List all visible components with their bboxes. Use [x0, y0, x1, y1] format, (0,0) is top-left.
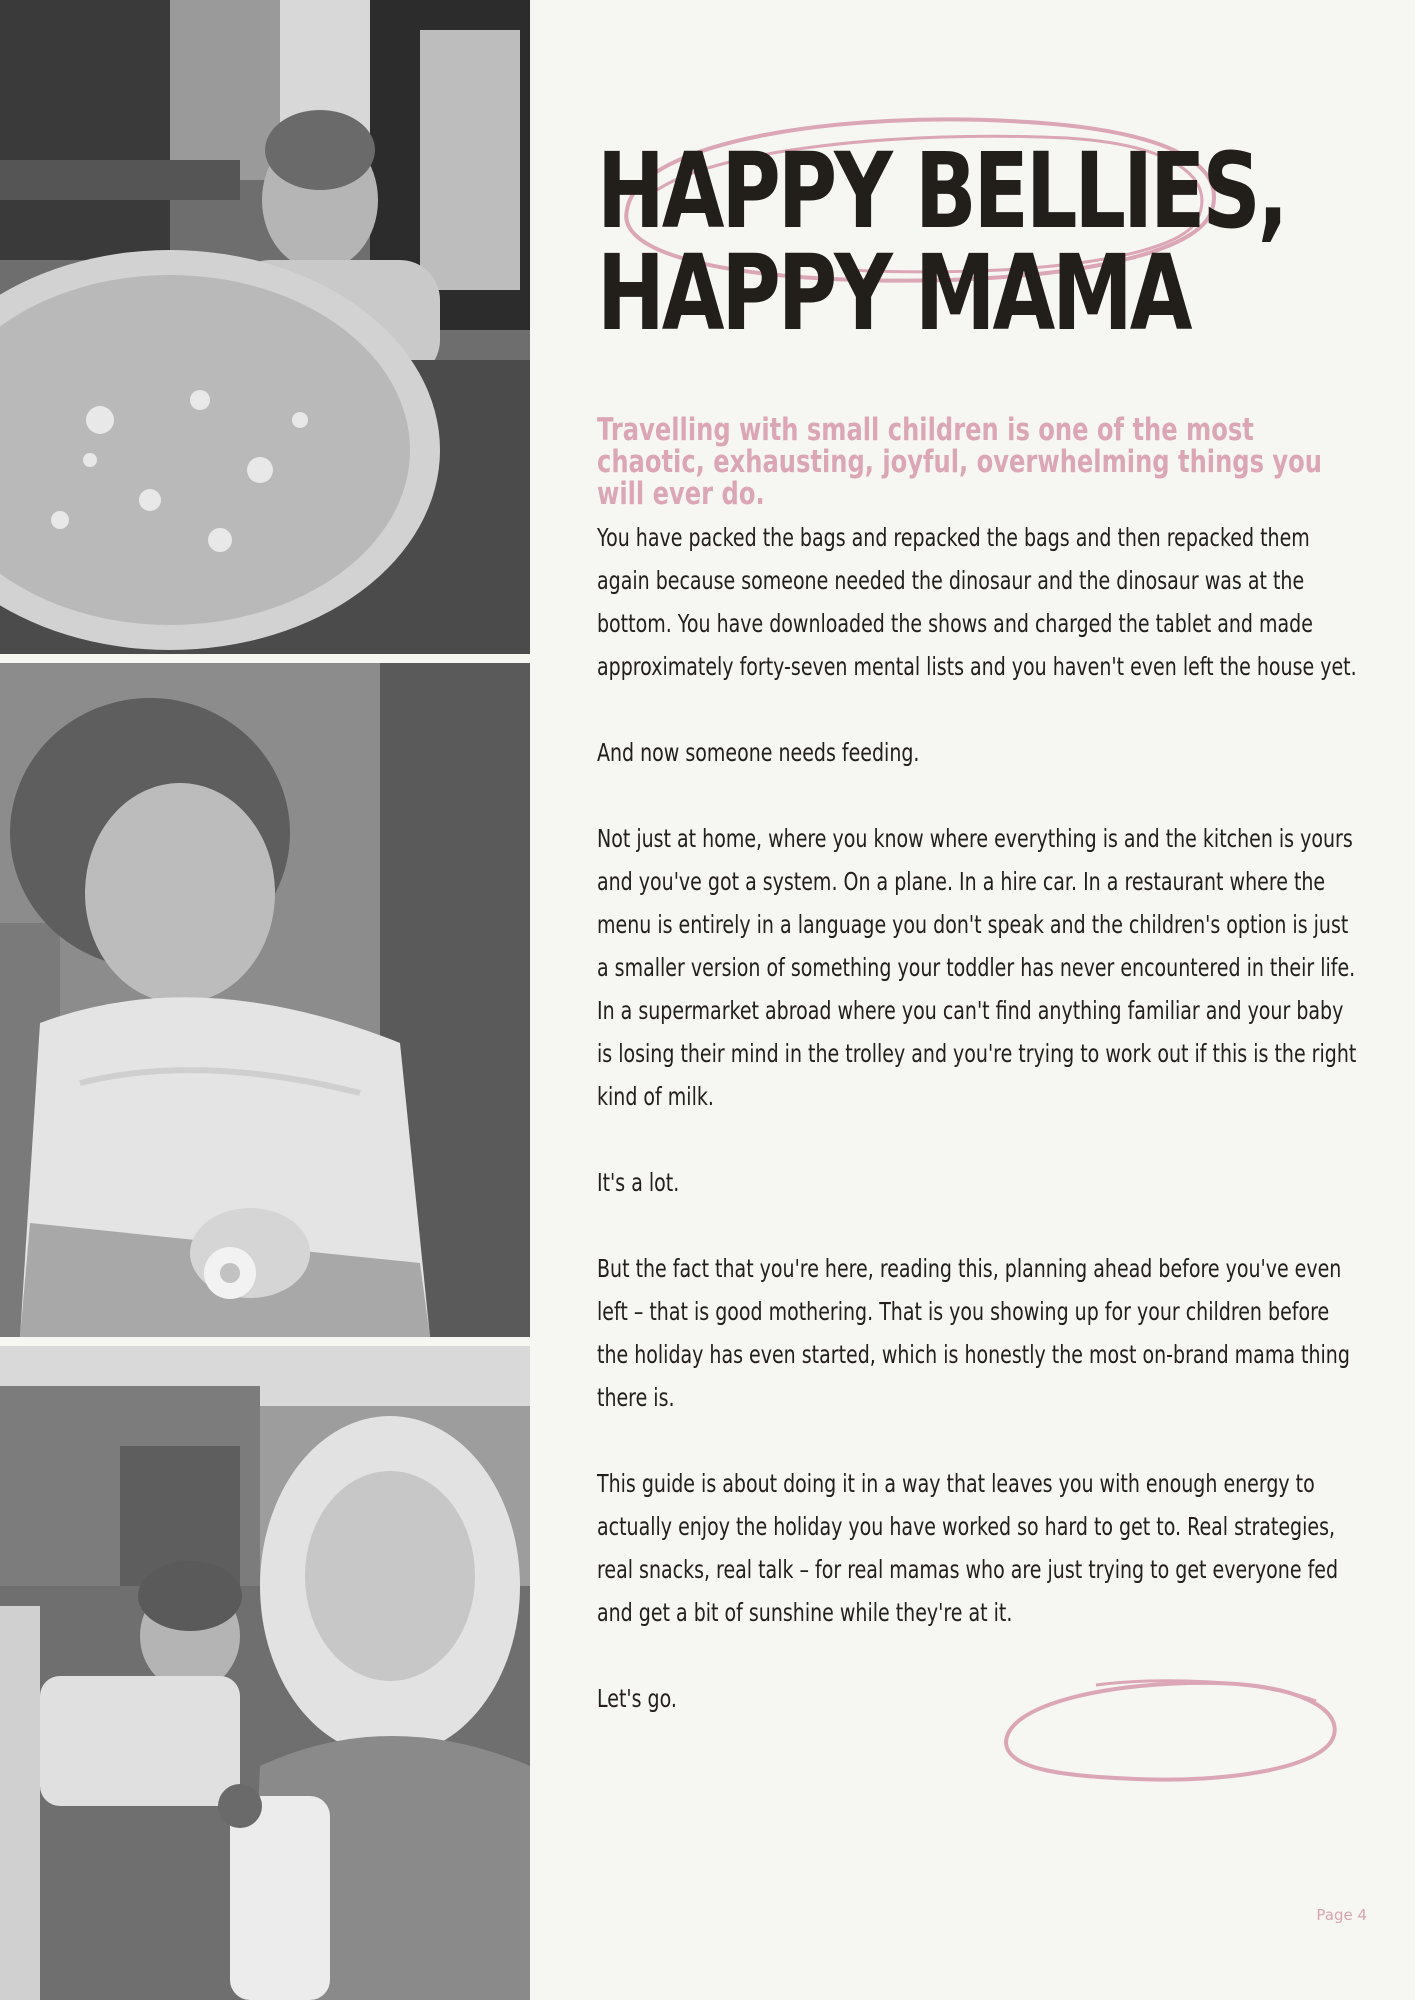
page-number: Page 4	[1316, 1906, 1367, 1924]
body-text	[597, 516, 1357, 1763]
toddler-eating-pizza-photo	[0, 0, 530, 654]
paragraph: And now someone needs feeding.	[597, 738, 920, 767]
article-content	[530, 0, 1415, 2000]
title-block	[597, 130, 1286, 360]
paragraph: This guide is about doing it in a way that leaves you with enough energy to actually enjoy the holiday you have worked so hard to get to. Real strategies, real snacks, real talk – for real mamas who are just trying to get everyone fed and get a bit of sunshine while they're at it.	[597, 1469, 1339, 1627]
photo-column	[0, 0, 530, 2000]
paragraph: It's a lot.	[597, 1168, 680, 1197]
title-line-2: HAPPY MAMA	[597, 232, 1190, 354]
baby-with-food-pouch-photo	[0, 663, 530, 1337]
lets-go-scribble-circle	[996, 1673, 1346, 1789]
intro-subtitle: Travelling with small children is one of the most chaotic, exhausting, joyful, overwhelming things you will ever do.	[597, 412, 1323, 512]
title-line-1: HAPPY BELLIES,	[597, 130, 1286, 252]
page-title	[597, 130, 1286, 354]
mother-and-toddler-selfie-photo	[0, 1346, 530, 2000]
paragraph: Not just at home, where you know where everything is and the kitchen is yours and you've got a system. On a plane. In a hire car. In a restaurant where the menu is entirely in a language you don't speak and the children's option is just a smaller version of something your toddler has never encountered in their life. In a supermarket abroad where you can't find anything familiar and your baby is losing their mind in the trolley and you're trying to work out if this is the right kind of milk.	[597, 824, 1357, 1111]
paragraph: You have packed the bags and repacked the bags and then repacked them again because someone needed the dinosaur and the dinosaur was at the bottom. You have downloaded the shows and charged the tablet and made approximately forty-seven mental lists and you haven't even left the house yet.	[597, 523, 1357, 681]
paragraph: But the fact that you're here, reading this, planning ahead before you've even left – that is good mothering. That is you showing up for your children before the holiday has even started, which is honestly the most on-brand mama thing there is.	[597, 1254, 1350, 1412]
lets-go-paragraph: Let's go.	[597, 1684, 677, 1713]
